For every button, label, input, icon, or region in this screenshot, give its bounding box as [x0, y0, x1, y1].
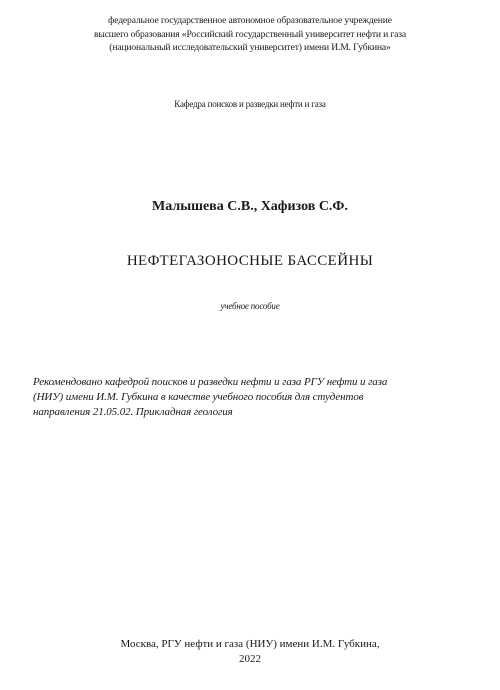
institution-line-1: федеральное государственное автономное образовательное учреждение: [108, 15, 392, 26]
imprint-place-publisher: Москва, РГУ нефти и газа (НИУ) имени И.М. Губкина,: [120, 638, 380, 650]
imprint: [30, 637, 470, 667]
institution-header: [30, 14, 470, 55]
recommendation-note: [33, 375, 473, 420]
document-subtitle: учебное пособие: [220, 301, 280, 311]
imprint-year: 2022: [239, 653, 261, 665]
institution-line-3: (национальный исследовательский университет) имени И.М. Губкина»: [109, 42, 391, 53]
recommendation-line-2: (НИУ) имени И.М. Губкина в качестве учебного пособия для студентов: [33, 391, 364, 403]
recommendation-line-1: Рекомендовано кафедрой поисков и разведки нефти и газа РГУ нефти и газа: [33, 376, 388, 388]
document-title: НЕФТЕГАЗОНОСНЫЕ БАССЕЙНЫ: [126, 253, 374, 269]
institution-line-2: высшего образования «Российский государственный университет нефти и газа: [94, 28, 406, 40]
recommendation-line-3: направления 21.05.02. Прикладная геология: [33, 406, 233, 418]
authors: Малышева С.В., Хафизов С.Ф.: [152, 199, 348, 214]
department-name: Кафедра поисков и разведки нефти и газа: [174, 99, 326, 109]
